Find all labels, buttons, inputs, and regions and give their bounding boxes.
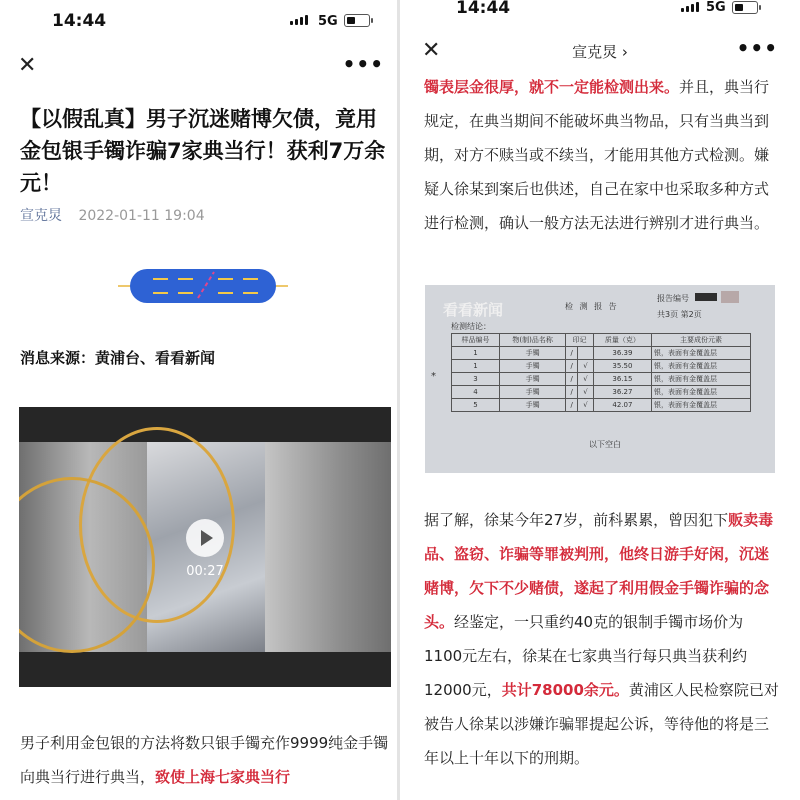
news-source: 消息来源：黄浦台、看看新闻 — [20, 349, 216, 367]
table-header: 印记 — [566, 334, 594, 347]
highlight-text: 镯表层金很厚，就不一定能检测出来。 — [424, 78, 680, 96]
article-paragraph — [424, 70, 780, 240]
table-cell: 手镯 — [500, 386, 566, 399]
table-cell: 36.39 — [593, 347, 651, 360]
table-cell: 36.15 — [593, 373, 651, 386]
more-icon[interactable]: ••• — [342, 52, 384, 76]
table-cell: 银，表面有金覆盖层 — [652, 386, 751, 399]
table-cell: √ — [578, 373, 594, 386]
table-cell: √ — [578, 360, 594, 373]
table-cell: / — [566, 360, 578, 373]
table-cell: 36.27 — [593, 386, 651, 399]
table-cell: / — [566, 373, 578, 386]
report-number: 报告编号 — [657, 294, 689, 303]
article-paragraph — [424, 503, 780, 775]
article-meta — [20, 205, 205, 225]
status-time: 14:44 — [52, 11, 107, 31]
article-title: 【以假乱真】男子沉迷赌博欠债，竟用金包银手镯诈骗7家典当行！获利7万余元！ — [20, 107, 386, 195]
play-icon[interactable] — [186, 519, 224, 557]
table-cell: 1 — [452, 360, 500, 373]
table-cell: 手镯 — [500, 360, 566, 373]
status-bar — [0, 0, 400, 40]
table-cell — [578, 347, 594, 360]
table-cell: 银，表面有金覆盖层 — [652, 399, 751, 412]
redaction — [695, 293, 717, 301]
network-label: 5G — [318, 14, 338, 29]
paragraph-text: 据了解，徐某今年27岁，前科累累，曾因犯下 — [424, 511, 729, 529]
table-header: 样品编号 — [452, 334, 500, 347]
table-cell: 4 — [452, 386, 500, 399]
table-cell: 5 — [452, 399, 500, 412]
article-paragraph — [20, 726, 392, 794]
video-duration: 00:27 — [186, 564, 224, 579]
table-cell: 手镯 — [500, 347, 566, 360]
status-time: 14:44 — [456, 0, 511, 18]
paragraph-text: 并且，典当行规定，在典当期间不能破坏典当物品，只有当典当到期，对方不赎当或不续当，才能用其他方式检测。嫌疑人徐某到案后也供述，自己在家中也采取多种方式进行检测，确认一般方法无法进行辨别才进行典当。 — [424, 78, 770, 232]
highlight-text: 共计78000余元。 — [501, 681, 629, 699]
video-player[interactable] — [19, 407, 391, 687]
table-cell: √ — [578, 386, 594, 399]
table-cell: 42.07 — [593, 399, 651, 412]
table-cell: 手镯 — [500, 399, 566, 412]
table-row — [452, 373, 751, 386]
video-blur-right — [263, 442, 391, 652]
nav-bar — [0, 46, 400, 86]
table-cell: 35.50 — [593, 360, 651, 373]
close-icon[interactable]: ✕ — [422, 38, 441, 63]
account-title-link[interactable]: 宣克炅 › — [572, 43, 628, 61]
table-cell: 1 — [452, 347, 500, 360]
report-footer: 以下空白 — [589, 440, 621, 449]
table-row — [452, 347, 751, 360]
table-cell: / — [566, 399, 578, 412]
decorative-banner-icon — [118, 266, 288, 306]
highlight-text: 致使上海七家典当行 — [155, 768, 291, 786]
mark-asterisk: * — [431, 371, 436, 382]
table-row — [452, 399, 751, 412]
table-header-row — [452, 334, 751, 347]
report-pages: 共3页 第2页 — [657, 310, 702, 319]
highlight-text: 贩卖毒品、盗窃、诈骗等罪被判刑，他终日游手好闲，沉迷赌博，欠下不少赌债，遂起了利用假金手镯诈骗的念头。 — [424, 511, 774, 631]
table-cell: / — [566, 347, 578, 360]
right-screen — [400, 0, 800, 800]
table-row — [452, 360, 751, 373]
close-icon[interactable]: ✕ — [18, 53, 37, 78]
report-conclusion-label: 检测结论： — [451, 322, 491, 331]
battery-icon — [344, 14, 370, 27]
publish-date: 2022-01-11 19:04 — [78, 208, 205, 224]
paragraph-text: 黄浦区人民检察院已对被告人徐某以涉嫌诈骗罪提起公诉，等待他的将是三年以上十年以下的刑期。 — [424, 681, 779, 767]
table-header: 主要成份元素 — [652, 334, 751, 347]
table-cell: 银，表面有金覆盖层 — [652, 347, 751, 360]
table-row — [452, 386, 751, 399]
table-header: 物(制)品名称 — [500, 334, 566, 347]
report-table — [451, 333, 751, 412]
nav-bar — [400, 30, 800, 70]
more-icon[interactable]: ••• — [736, 36, 778, 60]
signal-icon — [290, 15, 308, 25]
redaction — [721, 291, 739, 303]
table-cell: 3 — [452, 373, 500, 386]
table-cell: √ — [578, 399, 594, 412]
battery-icon — [732, 1, 758, 14]
author-link[interactable]: 宣克炅 — [20, 208, 62, 224]
paragraph-text: 经鉴定，一只重约40克的银制手镯市场价为1100元左右，徐某在七家典当行每只典当获利约12000元， — [424, 613, 748, 699]
table-cell: 手镯 — [500, 373, 566, 386]
inspection-report-image[interactable] — [425, 285, 775, 473]
network-label: 5G — [706, 0, 726, 15]
paragraph-text: 男子利用金包银的方法将数只银手镯充作9999纯金手镯向典当行进行典当， — [20, 734, 389, 786]
signal-icon — [681, 2, 699, 12]
table-cell: 银，表面有金覆盖层 — [652, 373, 751, 386]
table-header: 质量（克） — [593, 334, 651, 347]
table-cell: / — [566, 386, 578, 399]
table-cell: 银，表面有金覆盖层 — [652, 360, 751, 373]
watermark-logo: 看看新闻 — [443, 301, 504, 319]
report-title: 检 测 报 告 — [565, 302, 619, 311]
